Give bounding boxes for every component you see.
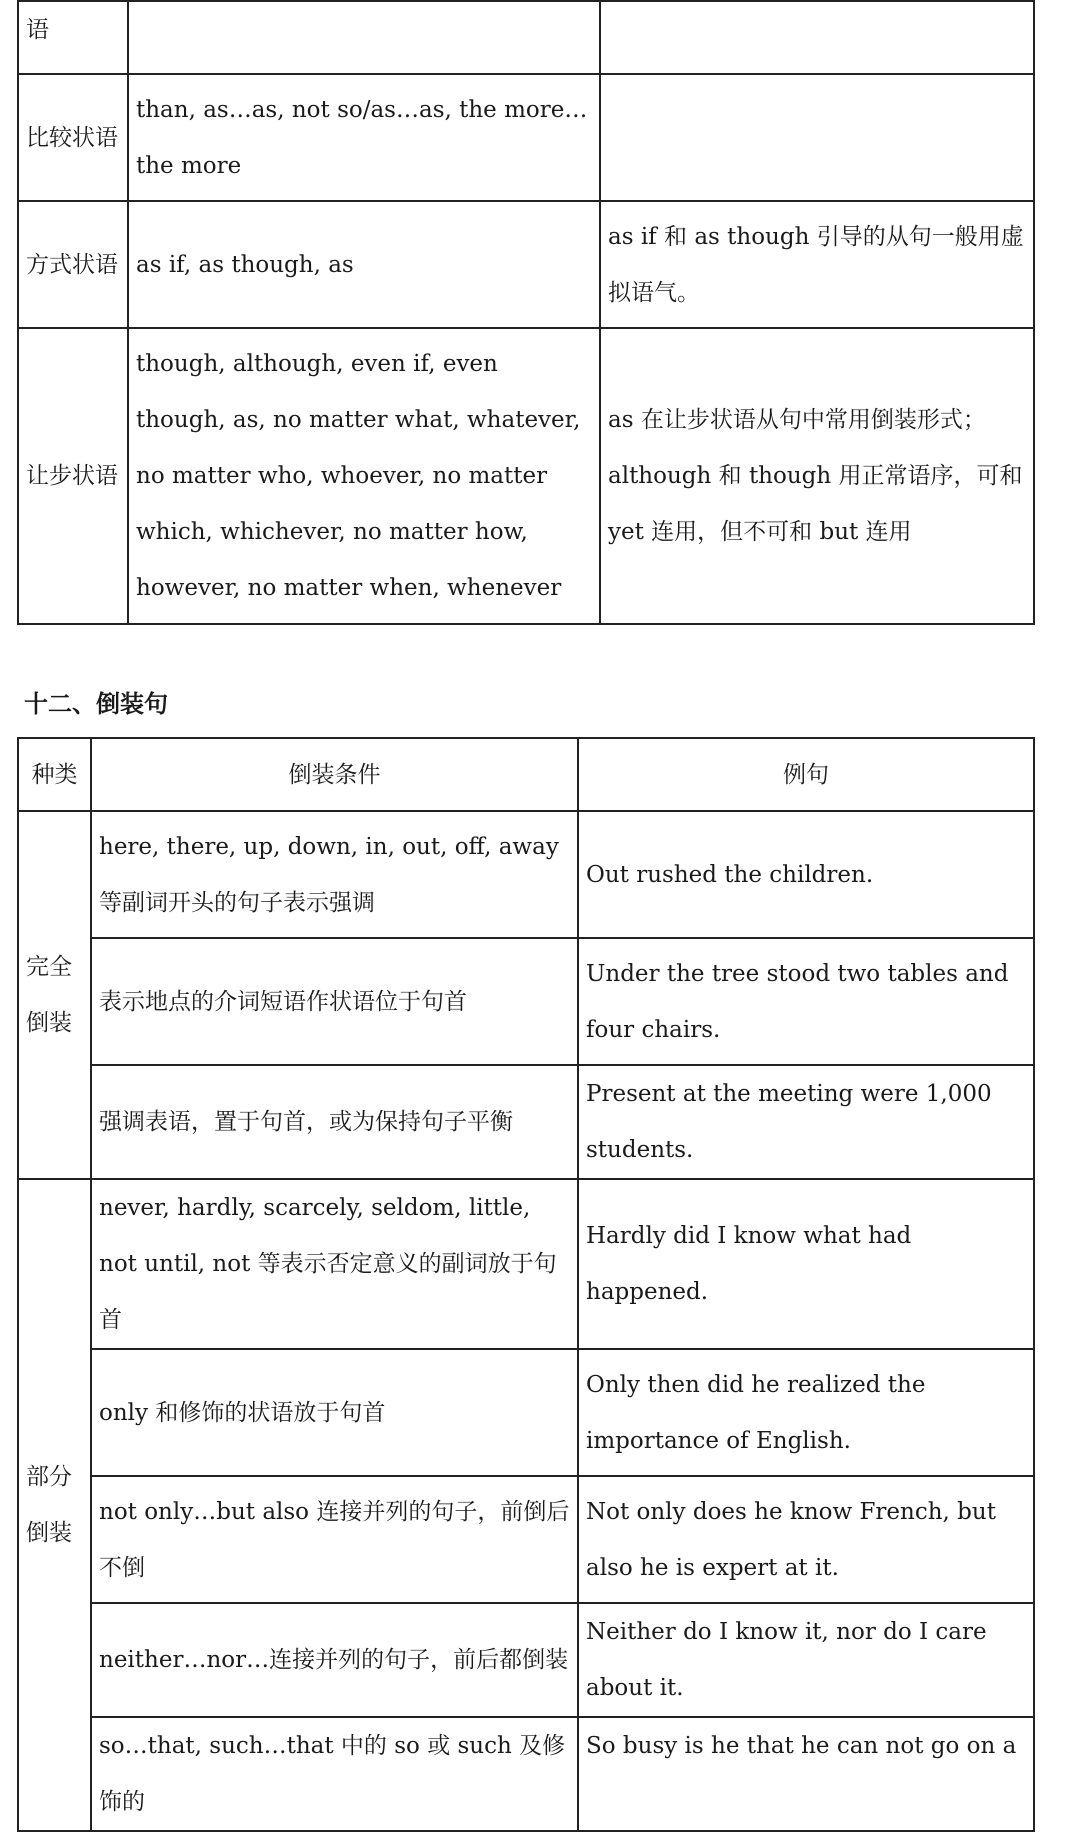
condition-cell: not only…but also 连接并列的句子，前倒后不倒 [91,1476,578,1603]
example-cell: Not only does he know French, but also he is expert at it. [578,1476,1034,1603]
conjunctions-cell [128,1,600,74]
notes-cell [600,74,1034,201]
table-row [18,1476,1034,1603]
table-row [18,328,1034,624]
example-cell: So busy is he that he can not go on a [578,1717,1034,1831]
notes-cell [600,1,1034,74]
clause-type-cell: 语 [18,1,128,74]
category-cell: 部分倒装 [18,1179,91,1831]
clause-type-cell: 方式状语 [18,201,128,328]
header-row [18,738,1034,811]
conjunctions-cell: than, as…as, not so/as…as, the more…the more [128,74,600,201]
table-row [18,1065,1034,1179]
clause-type-cell: 让步状语 [18,328,128,624]
example-cell: Under the tree stood two tables and four chairs. [578,938,1034,1065]
example-cell: Present at the meeting were 1,000 students. [578,1065,1034,1179]
category-cell: 完全倒装 [18,811,91,1179]
table-row [18,1717,1034,1831]
example-cell: Out rushed the children. [578,811,1034,938]
table-row [18,74,1034,201]
table-row [18,1349,1034,1476]
header-category: 种类 [18,738,91,811]
table-row [18,811,1034,938]
condition-cell: here, there, up, down, in, out, off, away 等副词开头的句子表示强调 [91,811,578,938]
inversion-table [17,737,1035,1832]
table-row [18,1603,1034,1717]
condition-cell: never, hardly, scarcely, seldom, little, not until, not 等表示否定意义的副词放于句首 [91,1179,578,1349]
example-cell: Hardly did I know what had happened. [578,1179,1034,1349]
table-row [18,938,1034,1065]
condition-cell: so…that, such…that 中的 so 或 such 及修饰的 [91,1717,578,1831]
header-example: 例句 [578,738,1034,811]
section-heading: 十二、倒装句 [24,690,168,718]
condition-cell: 强调表语，置于句首，或为保持句子平衡 [91,1065,578,1179]
clause-table [17,0,1035,625]
condition-cell: only 和修饰的状语放于句首 [91,1349,578,1476]
table-row [18,201,1034,328]
condition-cell: 表示地点的介词短语作状语位于句首 [91,938,578,1065]
condition-cell: neither…nor…连接并列的句子，前后都倒装 [91,1603,578,1717]
header-condition: 倒装条件 [91,738,578,811]
notes-cell: as 在让步状语从句中常用倒装形式；although 和 though 用正常语序，可和 yet 连用，但不可和 but 连用 [600,328,1034,624]
table-row [18,1179,1034,1349]
table-row [18,1,1034,74]
example-cell: Neither do I know it, nor do I care about it. [578,1603,1034,1717]
conjunctions-cell: though, although, even if, even though, as, no matter what, whatever, no matter who, whoever, no matter which, whichever, no matter how, however, no matter when, whenever [128,328,600,624]
clause-type-cell: 比较状语 [18,74,128,201]
conjunctions-cell: as if, as though, as [128,201,600,328]
notes-cell: as if 和 as though 引导的从句一般用虚拟语气。 [600,201,1034,328]
example-cell: Only then did he realized the importance of English. [578,1349,1034,1476]
